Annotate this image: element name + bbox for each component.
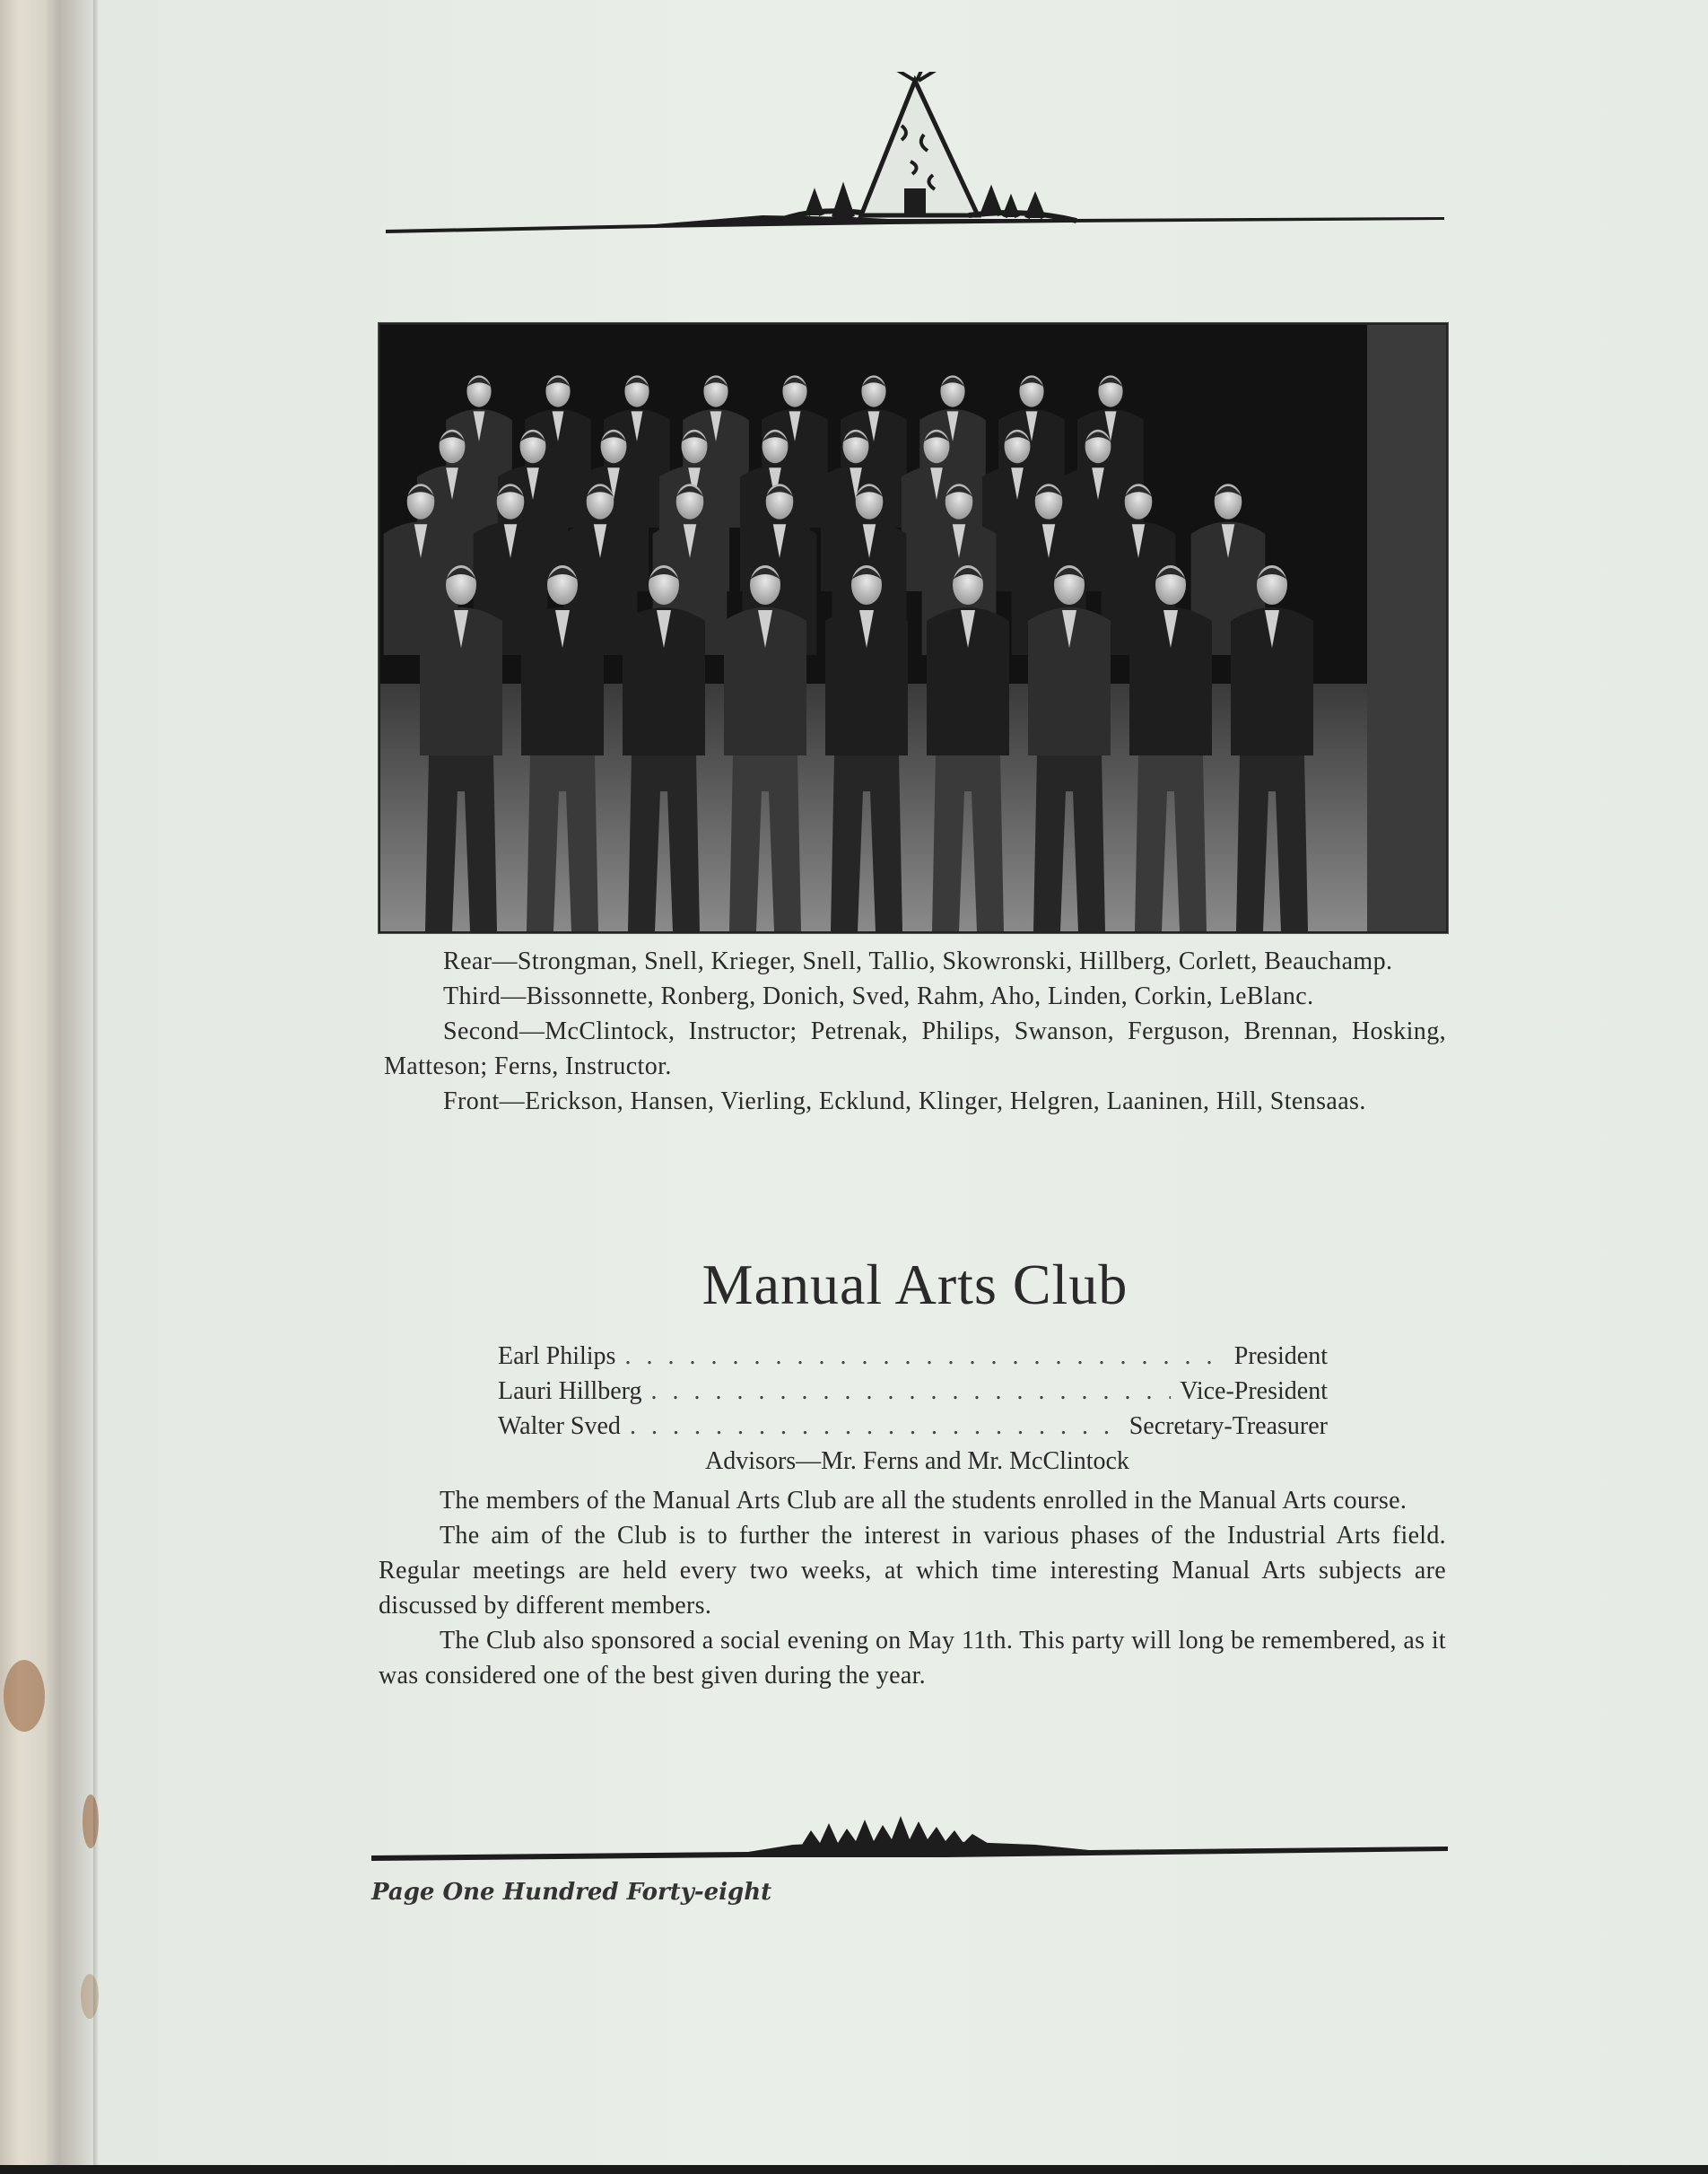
officer-name: Lauri Hillberg [498, 1377, 642, 1405]
dot-leader [624, 1339, 1224, 1374]
officer-name: Walter Sved [498, 1412, 621, 1440]
advisors-line: Advisors—Mr. Ferns and Mr. McClintock [705, 1447, 1129, 1475]
water-stain [81, 1974, 99, 2019]
caption-front-row: Front—Erickson, Hansen, Vierling, Ecklund, Klinger, Helgren, Laaninen, Hill, Stensaas. [443, 1087, 1366, 1115]
water-stain [83, 1794, 99, 1848]
body-paragraph: The members of the Manual Arts Club are all the students enrolled in the Manual Arts course. [440, 1487, 1407, 1515]
body-paragraph: The aim of the Club is to further the interest in various phases of the Industrial Arts field. Regular meetings are held every two weeks, at which time interesting Manual Arts subjects are discussed by different members. [379, 1522, 1446, 1620]
forest-tailpiece-illustration [371, 1794, 1448, 1866]
group-photo-image [380, 325, 1446, 931]
officer-row [498, 1339, 1328, 1374]
photo-caption [384, 944, 1446, 1119]
caption-second-row: Second—McClintock, Instructor; Petrenak, Philips, Swanson, Ferguson, Brennan, Hosking, Matteson; Ferns, Instructor. [384, 1017, 1446, 1080]
officer-row [498, 1409, 1328, 1444]
page-title: Manual Arts Club [702, 1253, 1128, 1316]
dot-leader [630, 1409, 1120, 1444]
group-photo [379, 323, 1448, 933]
book-binding [0, 0, 99, 2174]
water-stain [4, 1660, 45, 1732]
caption-third-row: Third—Bissonnette, Ronberg, Donich, Sved, Rahm, Aho, Linden, Corkin, LeBlanc. [443, 982, 1314, 1010]
officer-role: Secretary-Treasurer [1128, 1412, 1328, 1440]
dot-leader [650, 1374, 1171, 1409]
page-bottom-edge [0, 2165, 1708, 2174]
officer-row [498, 1374, 1328, 1409]
officers-list [498, 1339, 1328, 1479]
page-number: Page One Hundred Forty-eight [371, 1879, 772, 1906]
officer-role: President [1233, 1342, 1328, 1370]
officer-name: Earl Philips [498, 1342, 616, 1370]
caption-rear-row: Rear—Strongman, Snell, Krieger, Snell, Tallio, Skowronski, Hillberg, Corlett, Beauchamp. [443, 947, 1393, 975]
club-description [379, 1483, 1446, 1693]
body-paragraph: The Club also sponsored a social evening on May 11th. This party will long be remembered, as it was considered one of the best given during the year. [379, 1627, 1446, 1689]
officer-role: Vice-President [1180, 1377, 1328, 1405]
tipi-headpiece-illustration [386, 72, 1444, 233]
